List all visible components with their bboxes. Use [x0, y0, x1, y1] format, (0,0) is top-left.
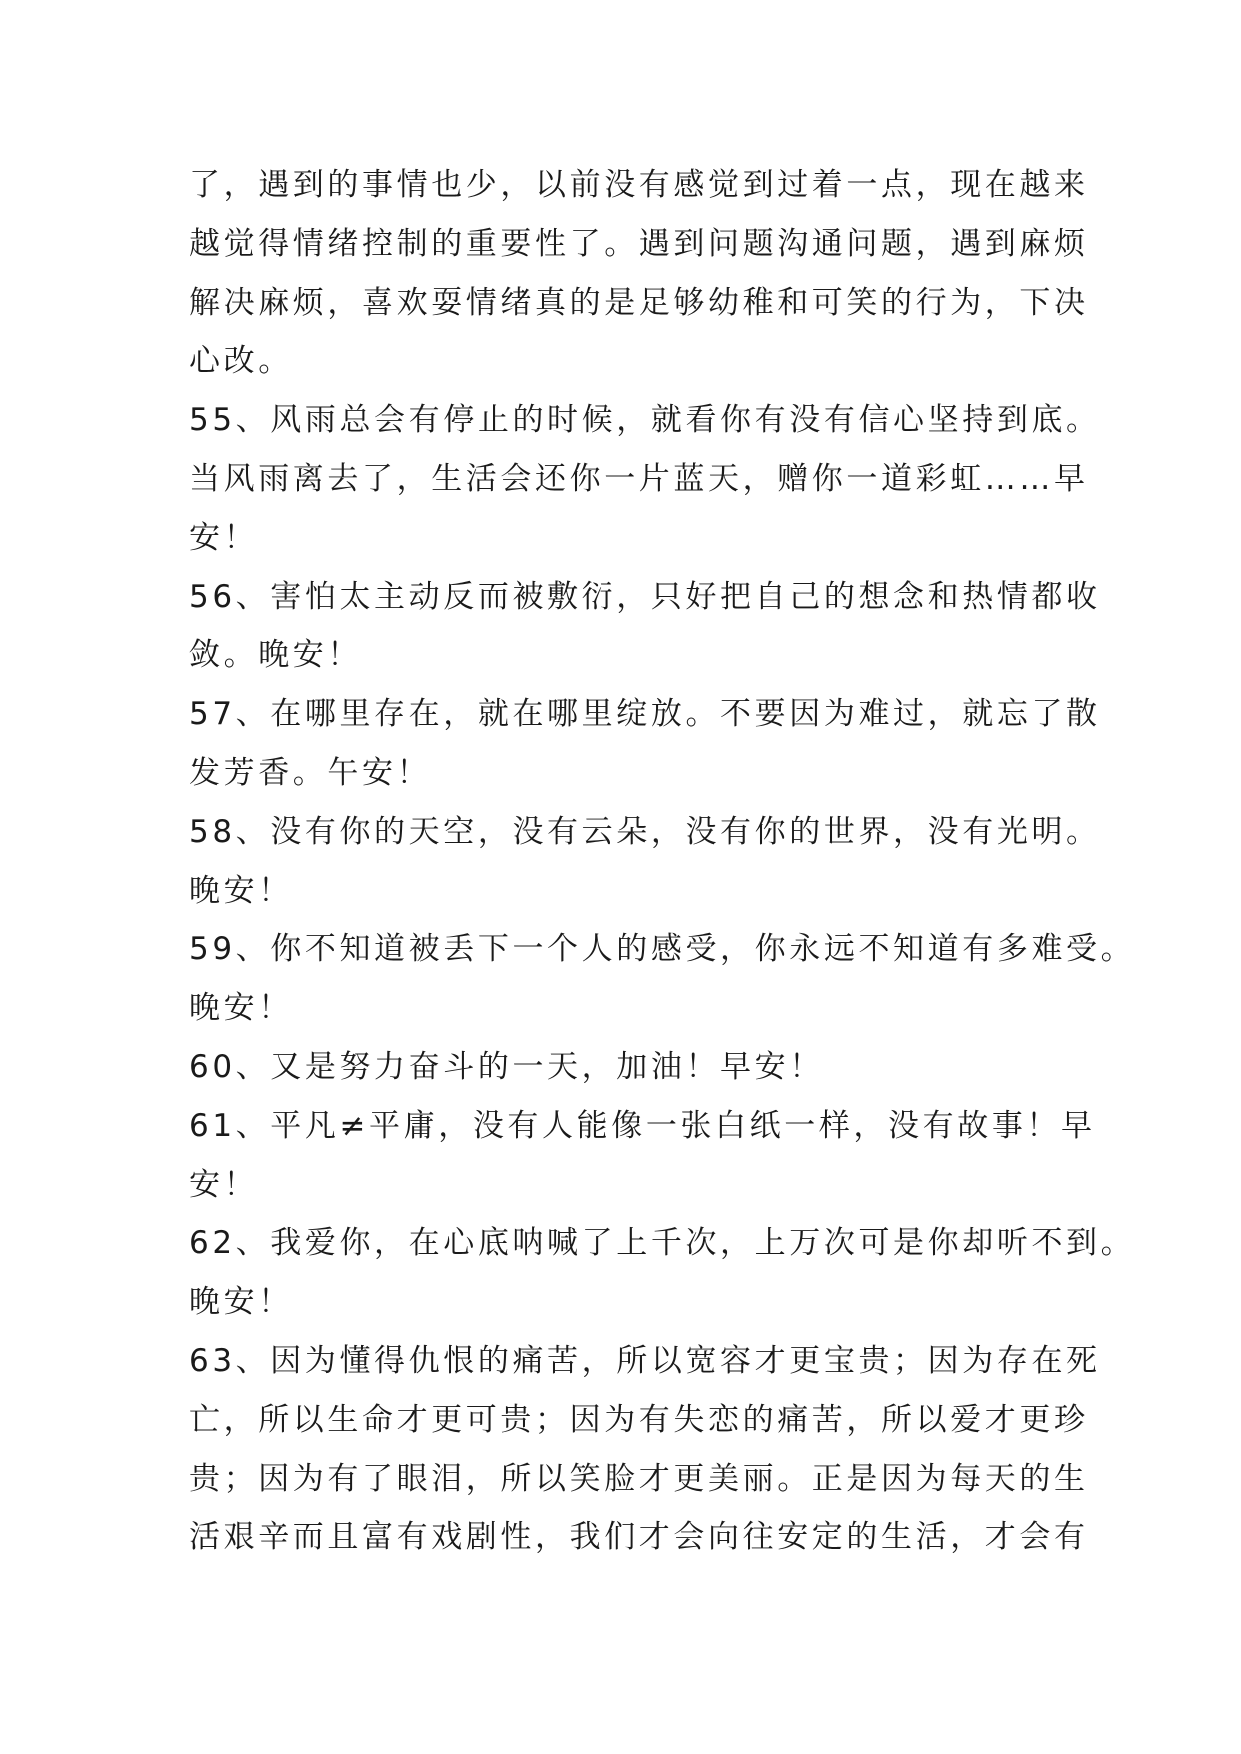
text-line: 发芳香。午安！ — [189, 754, 432, 791]
text-line: 59、你不知道被丢下一个人的感受，你永远不知道有多难受。 — [189, 931, 1136, 968]
text-line: 解决麻烦，喜欢耍情绪真的是足够幼稚和可笑的行为，下决 — [189, 284, 1089, 321]
text-line: 安！ — [189, 1166, 259, 1203]
text-line: 60、又是努力奋斗的一天，加油！早安！ — [189, 1048, 824, 1085]
body-text — [189, 156, 1136, 1567]
text-line: 越觉得情绪控制的重要性了。遇到问题沟通问题，遇到麻烦 — [189, 225, 1089, 262]
text-line: 62、我爱你，在心底呐喊了上千次，上万次可是你却听不到。 — [189, 1225, 1136, 1262]
text-line: 安！ — [189, 519, 259, 556]
text-line: 晚安！ — [189, 872, 293, 909]
text-line: 58、没有你的天空，没有云朵，没有你的世界，没有光明。 — [189, 813, 1101, 850]
text-line: 63、因为懂得仇恨的痛苦，所以宽容才更宝贵；因为存在死 — [189, 1342, 1101, 1379]
text-line: 亡，所以生命才更可贵；因为有失恋的痛苦，所以爱才更珍 — [189, 1401, 1089, 1438]
text-line: 心改。 — [189, 343, 293, 380]
text-line: 贵；因为有了眼泪，所以笑脸才更美丽。正是因为每天的生 — [189, 1460, 1089, 1497]
text-line: 61、平凡≠平庸，没有人能像一张白纸一样，没有故事！早 — [189, 1107, 1096, 1144]
text-line: 敛。晚安！ — [189, 637, 362, 674]
text-line: 活艰辛而且富有戏剧性，我们才会向往安定的生活，才会有 — [189, 1519, 1089, 1556]
text-line: 当风雨离去了，生活会还你一片蓝天，赠你一道彩虹……早 — [189, 460, 1089, 497]
text-line: 晚安！ — [189, 1284, 293, 1321]
text-line: 56、害怕太主动反而被敷衍，只好把自己的想念和热情都收 — [189, 578, 1101, 615]
text-line: 55、风雨总会有停止的时候，就看你有没有信心坚持到底。 — [189, 402, 1101, 439]
text-line: 了，遇到的事情也少，以前没有感觉到过着一点，现在越来 — [189, 167, 1089, 203]
text-line: 57、在哪里存在，就在哪里绽放。不要因为难过，就忘了散 — [189, 696, 1101, 733]
text-line: 晚安！ — [189, 990, 293, 1027]
